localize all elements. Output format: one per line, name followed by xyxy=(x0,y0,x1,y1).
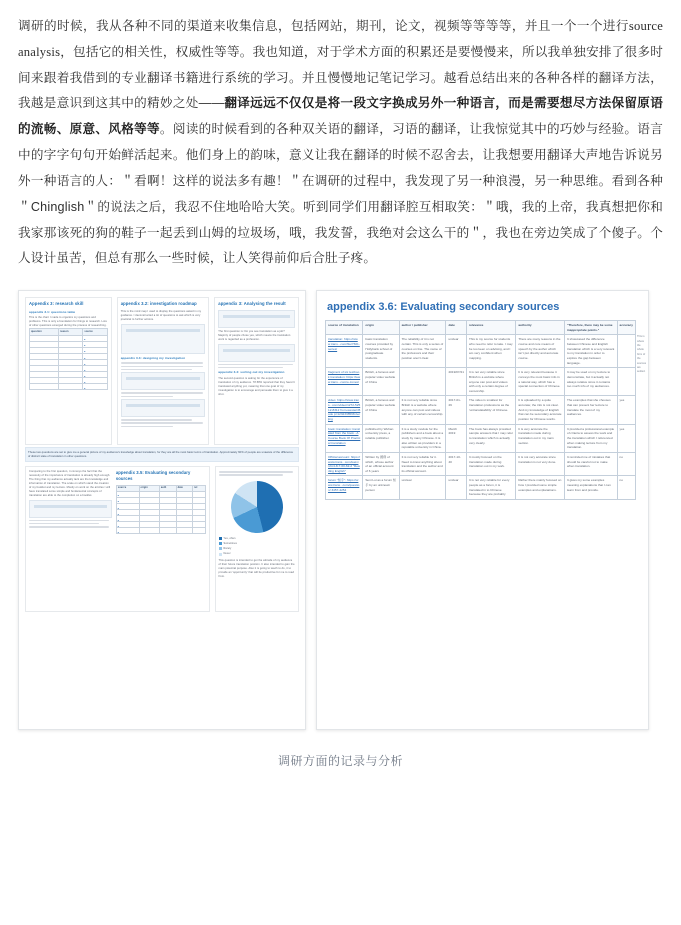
minipage-evaluating-sources-small xyxy=(25,466,210,612)
minipage-subtitle: appendix 3.3: designing my investigation xyxy=(120,355,186,360)
legend-label: Sometimes xyxy=(223,541,237,545)
table-row xyxy=(326,368,636,396)
cell-relevance: It is not very reliable since British is a website where anyone can post and videos with only a certain degree of censorship. xyxy=(467,368,516,396)
column-header: author / publisher xyxy=(399,321,446,335)
cell-origin: published by Wuhan university press, a reliable publisher. xyxy=(363,424,399,452)
cell-date: March 2019 xyxy=(446,424,467,452)
cell-note: It provided a professional example of criteria to assess the work and the translation which I referenced when making lecture from my translation. xyxy=(564,424,617,452)
cell-date: 2019/07/21 xyxy=(446,368,467,396)
pie-legend xyxy=(219,537,295,556)
minipage-body-sorting: The second question is asking for the experience of translation of my audience. 78.58% reported that they haven't translated anything yet, meaning that one goal of my investigation is to encourage and persuade them to give it a shot. xyxy=(218,376,295,396)
cell-source: Official account: https://www.trans...com/weixin/m4-8-7-60-62-2 "Reading English" xyxy=(326,452,363,476)
cell-accuracy: yes xyxy=(617,396,635,424)
table-row xyxy=(326,424,636,452)
cell-date: 2017-10-40 xyxy=(446,452,467,476)
cell-accuracy: no xyxy=(617,476,635,500)
cell-author: unclear xyxy=(399,476,446,500)
minipage-title: appendix 3: Analysing the result xyxy=(218,301,286,307)
evaluating-secondary-sources-panel xyxy=(316,290,649,730)
cell-origin: Seni Lui as a forum 知乎 by an unknown person xyxy=(363,476,399,500)
minipage-title: appendix 3.2: investigation roadmap xyxy=(120,301,197,307)
body-paragraph: 调研的时候，我从各种不同的渠道来收集信息，包括网站，期刊，论文，视频等等等等，并且一个一个进行source analysis，包括它的相关性，权威性等等。我也知道，对于学术方面的积累还是要慢慢来，所以我单独安排了很多时间来跟着我借到的专业翻译书籍进行系统的学习。并且慢慢地记笔记学习。越看总结出来的各种各样的翻译方法，我越是意识到这其中的精妙之处——翻译远远不仅仅是将一段文字换成另外一种语言，而是需要想尽方法保留原语的流畅、原意、风格等等。阅读的时候看到的各种双关语的翻译，习语的翻译，让我惊觉其中的巧妙与经验。语言中的字字句句开始鲜活起来。他们身上的韵味，意义让我在翻译的时候不忍舍去，让我想要用翻译大声地告诉说另外一种语言的人：＂看啊！这样的说法多有趣！＂在调研的过程中，我发现了另一种浪漫，另一种思维。看到各种＂Chinglish＂的说法之后，我忍不住地哈哈大笑。听到同学们用翻译腔互相取笑：＂哦，我的上帝，我真想把你和我家那该死的狗的鞋子一起丢到山姆的垃圾场，哦，我发誓，我绝对会这么干的＂，我也在旁边笑成了个傻子。个人设计虽苦，但总有那么一些时候，让人笑得前仰后合肚子疼。 xyxy=(18,19,663,266)
cell-source: fragment of six textbook translation: https://www.trans...com/e-zones/ xyxy=(326,368,363,396)
note-band: These two questions are set to give me a general picture of my audience's knowledge about translation, for they are all the most basic terms of translation. Approximately 60% of people are unaware of the difference of distinct state of translation in other questions. xyxy=(25,447,299,461)
figure-container xyxy=(18,290,663,730)
table-row xyxy=(326,476,636,500)
legend-label: Rarely xyxy=(223,547,232,550)
pie-note: This question is intended to get the attitude of my audience of their future translation position. It also intended to gain the main potential purpose. Also it is going to teach to do, it to provide an 'opportunity' that will be productive for me to read from. xyxy=(218,558,295,578)
note-band-2: Comparing to the first question, it conveys the fact that the necessity of the importance of translation is already high enough. The thing that my audience actually lack are the knowledge and information of translation. The scale on which stand the creation of my booklet and my lecture. Mostly on work on the articles I will have translated some simple and fundamental concepts of translation are able to the completion on a booklet. xyxy=(29,469,111,497)
panel-title: appendix 3.6: Evaluating secondary sources xyxy=(327,301,560,314)
cell-author: It is not very reliable for it. Need to know anything about translation and the author and its official account. xyxy=(399,452,446,476)
cell-note: It gives my some examples meaning explanations that I can learn from and provide. xyxy=(564,476,617,500)
chart-screenshot xyxy=(29,500,112,518)
column-header: date xyxy=(446,321,467,335)
cell-note: It showcased the difference between Chinese and English translation which is a very relevant to my translation in order to explore the gap between language. xyxy=(564,335,617,368)
legend-label: Never xyxy=(223,552,231,556)
result-chart-1 xyxy=(218,310,295,328)
sources-mini-table: source origin auth date rel xyxy=(116,485,206,535)
roadmap-image xyxy=(121,324,206,354)
panel-side-note: This is where the whole form of the sources are settled. xyxy=(637,335,647,374)
cell-origin: basic translation courses provided by Hollybank school of postgraduate students. xyxy=(363,335,399,368)
cell-authority: It is not very accurate since translation is not very done. xyxy=(516,452,565,476)
cell-source: forum "知乎": https://www.trans...com/question/ 3457-4254 xyxy=(326,476,363,500)
legend-label: Yes, often xyxy=(223,536,236,540)
table-row xyxy=(326,452,636,476)
secondary-sources-table xyxy=(325,320,636,500)
minipage-investigation-roadmap xyxy=(117,297,210,445)
figure-caption: 调研方面的记录与分析 xyxy=(277,754,403,769)
table-row xyxy=(326,335,636,368)
minipage-pie-analysis xyxy=(215,466,299,612)
cell-authority: There are many reasons in the course and core means of speech by the author which isn't put directly and accurate course. xyxy=(516,335,565,368)
cell-relevance: This is my source for students who need to refer to take. I may be too keen on advising, and I am very confident when mapping. xyxy=(467,335,516,368)
cell-accuracy xyxy=(617,368,635,396)
minipage-title: appendix 3.5: Evaluating secondary sources xyxy=(115,469,191,481)
cell-authority: Rather there mainly focused on how I provided some simple examples and explanations. xyxy=(516,476,565,500)
cell-accuracy: no xyxy=(617,452,635,476)
survey-screenshot-2 xyxy=(121,399,206,417)
cell-date: 2017-01-29 xyxy=(446,396,467,424)
cell-origin: British, a famous and popular video website of China xyxy=(363,368,399,396)
cell-origin: Written by 國務 of which, whose author of an official account of 6 years xyxy=(363,452,399,476)
minipage-research-skill xyxy=(25,297,112,445)
cell-relevance: It is not very reliable for every people as a forum, it is translated in to Chinese because they are probably xyxy=(467,476,516,500)
cell-authority: It is very accurate the translation made during translation out in my main section. xyxy=(516,424,565,452)
minipage-body: This is the mind map I used to display the questions asked in my guidance. I deconstructed a lot of questions to ask which is very practical to further actions. xyxy=(120,309,202,321)
cell-relevance: The book has always provided sample answers that I may refer to translation which is actually very clearly. xyxy=(467,424,516,452)
minipage-body: This is the chart I made to organize my questions and problems. This is only a foundation for things to research. Lots of other questions emerged during the process of researching. xyxy=(29,316,107,328)
cell-note: The examples that she chooses that can present her lecture to translate the most of my audiences. xyxy=(564,396,617,424)
column-header: accuracy xyxy=(617,321,635,335)
column-header: relevance xyxy=(467,321,516,335)
minipage-subtitle: appendix 3.1: questions table xyxy=(29,309,76,314)
cell-author: It is a study module for the publishers and a book about a study by many Chinese. It is also written as providers in a reputable university in China. xyxy=(399,424,446,452)
minipage-analysing-result xyxy=(214,297,299,445)
cell-author: The reliability of it is not certain. This is only a series of courses on line. The name of the professors and their position aren't clear. xyxy=(399,335,446,368)
cell-relevance: The video is smallest for translation professions as the 'untranslatability' of Chinese. xyxy=(467,396,516,424)
cell-accuracy xyxy=(617,335,635,368)
result-chart-2 xyxy=(218,344,295,362)
questions-table: question reason source xyxy=(29,328,108,390)
cell-source: translation: https://www.trans...com/file/7601-series/ xyxy=(326,335,363,368)
minipage-title: Appendix 3: research skill xyxy=(29,301,84,307)
cell-source: book: translation: translated from the book - A Course Book Of Practical translation xyxy=(326,424,363,452)
cell-date: unclear xyxy=(446,476,467,500)
cell-author xyxy=(399,368,446,396)
pie-chart xyxy=(231,481,283,533)
cell-author: It is not very reliable since British is a website where anyone can post and videos with any of certain censorship. xyxy=(399,396,446,424)
minipage-subtitle-sorting: appendix 3.4: sorting out my investigation xyxy=(218,370,285,375)
appendix-collage-panel xyxy=(18,290,306,730)
cell-origin: British, a famous and popular video website of China xyxy=(363,396,399,424)
column-header: authority xyxy=(516,321,565,335)
cell-note: It may be used on my lecture to demonstrate, but it actually not always relative since it contains too much info of my audiences. xyxy=(564,368,617,396)
cell-source: video: https://www.trans...com/video/1272-52512-8312 from-westernBook p=1232338598-beijing xyxy=(326,396,363,424)
column-header: source of translation xyxy=(326,321,363,335)
cell-note: It reminded me of mistakes that should be careful not to make when translation. xyxy=(564,452,617,476)
table-row xyxy=(326,396,636,424)
column-header: "Therefore, there may be some inappropriate points." xyxy=(564,321,617,335)
minipage-body: The first question is: Do you see translation as a job? Majority of people chose yes, which means the translation work is regarded as a profession. xyxy=(218,329,291,341)
cell-relevance: It mostly focused on the translation made during translation out in my work. xyxy=(467,452,516,476)
cell-accuracy: yes xyxy=(617,424,635,452)
cell-date: unclear xyxy=(446,335,467,368)
cell-authority: It is uploaded by a quite accurate; the info is not clear. And my knowledge of English that can be secondary accurate position for Chinese words. xyxy=(516,396,565,424)
cell-authority: It is very relevant because it conveys the most basic info in a natural way, which has a special connection of Chinese. xyxy=(516,368,565,396)
survey-screenshot xyxy=(121,372,206,390)
column-header: origin xyxy=(363,321,399,335)
table-header-row xyxy=(326,321,636,335)
